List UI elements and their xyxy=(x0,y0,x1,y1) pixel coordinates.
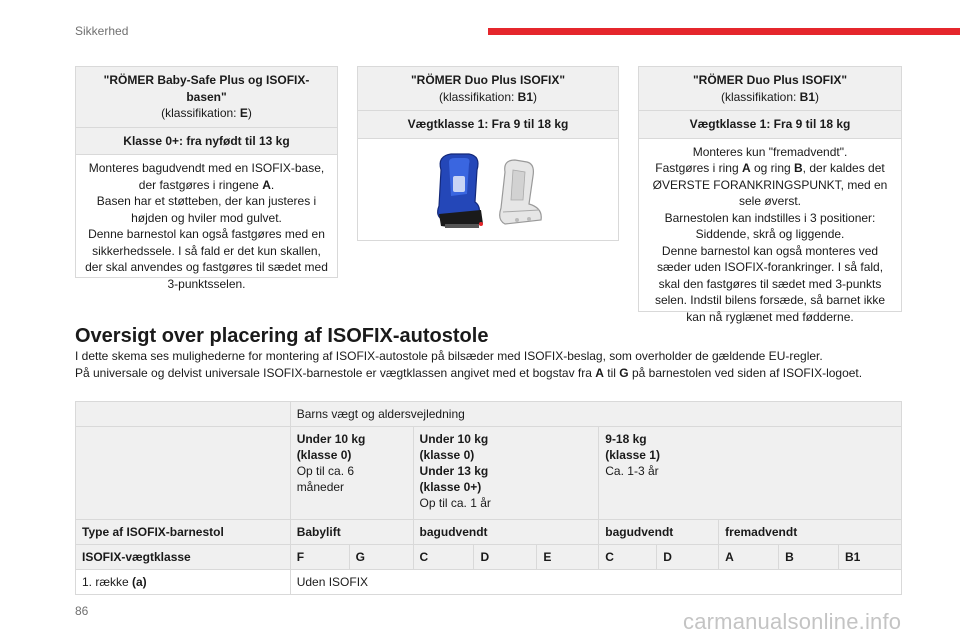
card-description: Monteres kun "fremadvendt". Fastgøres i ring A og ring B, der kaldes det ØVERSTE FORANKRINGSPUNKT, med en sele øverst. Barnestolen kan indstilles i 3 positioner: Siddende, skrå og liggende. Denne barnestol kan også monteres ved sæder uden ISOFIX-forankringer. I så fald, skal den fastgøres til sædet med 3-punkts selen. Indstil bilens forsæde, så barnet ikke kan nå ryglænet med fødderne. xyxy=(652,144,888,324)
card-classification: (klassifikation: B1) xyxy=(720,89,820,104)
table-header: Barns vægt og aldersvejledning xyxy=(290,402,901,427)
table-class-row: ISOFIX-vægtklasse F G C D E C D A B B1 xyxy=(76,545,902,570)
group-under-10-class-0: Under 10 kg (klasse 0) Op til ca. 6 måneder xyxy=(290,427,413,520)
seat-card-duo-plus-image xyxy=(357,66,619,241)
card-weight-class: Klasse 0+: fra nyfødt til 13 kg xyxy=(76,128,337,156)
section-header: Sikkerhed xyxy=(75,24,129,38)
intro-paragraph: I dette skema ses mulighederne for montering af ISOFIX-autostole på bilsæder med ISOFIX-beslag, som overholder de gældende EU-regler. xyxy=(75,349,823,363)
seat-card-baby-safe xyxy=(75,66,338,291)
section-title: Oversigt over placering af ISOFIX-autostole xyxy=(75,325,489,347)
card-classification: (klassifikation: E) xyxy=(161,106,252,120)
card-weight-class: Vægtklasse 1: Fra 9 til 18 kg xyxy=(358,111,618,139)
card-classification: (klassifikation: B1) xyxy=(438,89,538,104)
table-row: 1. række (a) Uden ISOFIX xyxy=(76,570,902,595)
card-title: "RÖMER Duo Plus ISOFIX" xyxy=(410,73,566,87)
child-seat-icon xyxy=(423,150,553,240)
isofix-overview-table xyxy=(75,401,902,595)
group-9-18-class-1: 9-18 kg (klasse 1) Ca. 1-3 år xyxy=(599,427,902,520)
card-title: "RÖMER Baby-Safe Plus og ISOFIX-basen" xyxy=(103,73,310,104)
card-weight-class: Vægtklasse 1: Fra 9 til 18 kg xyxy=(639,111,901,139)
group-under-13-class-0plus: Under 10 kg (klasse 0) Under 13 kg (klasse 0+) Op til ca. 1 år xyxy=(413,427,599,520)
accent-bar xyxy=(488,28,960,35)
card-title-block xyxy=(358,67,618,111)
seat-card-duo-plus-text xyxy=(638,66,902,324)
page-number: 86 xyxy=(75,604,89,618)
table-header-row xyxy=(76,402,902,427)
card-title-block xyxy=(639,67,901,111)
classification-paragraph: På universale og delvist universale ISOFIX-barnestole er vægtklassen angivet med et bogstav fra A til G på barnestolen ved siden af ISOFIX-logoet. xyxy=(75,366,863,380)
card-title: "RÖMER Duo Plus ISOFIX" xyxy=(692,73,848,87)
card-description: Monteres bagudvendt med en ISOFIX-base, der fastgøres i ringene A. Basen har et støtteben, der kan justeres i højden og hviler mod gulvet. Denne barnestol kan også fastgøres med en sikkerhedssele. I så fald er det kun skallen, der skal anvendes og fastgøres til sædet med 3-punktsselen. xyxy=(85,161,328,291)
card-title-block xyxy=(76,67,337,128)
watermark: carmanualsonline.info xyxy=(683,609,902,634)
child-seat-illustration xyxy=(358,139,618,251)
table-group-row xyxy=(76,427,902,520)
table-type-row: Type af ISOFIX-barnestol Babylift bagudvendt bagudvendt fremadvendt xyxy=(76,520,902,545)
